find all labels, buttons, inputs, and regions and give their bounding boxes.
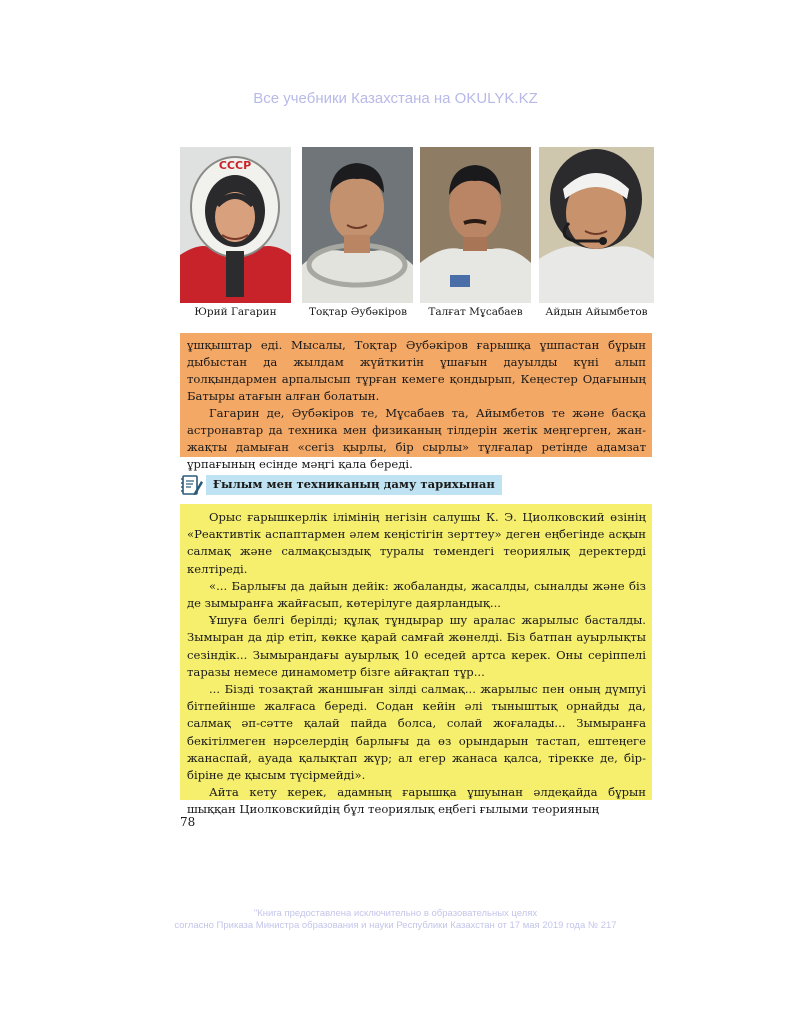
- notebook-pen-icon: [180, 473, 204, 497]
- history-paragraph-4: ... Бізді тозақтай жаншыған зілді салмақ... жарылыс пен оның дүмпуі бітпейінше жалғаса береді. Содан кейін әлі тыныштық орнайды да, салмақ әп-сәтте қалай пайда болса, солай жоғалады... Зымыранға бекітілмеген нәрселердің барлығы да өз орындарын тастап, ештеңеге жанаспай, ауада қалықтап жүр; ал егер жанаса қалса, тірекке де, бір-біріне де қысым түсірмейді».: [187, 682, 646, 783]
- history-paragraph-2: «... Барлығы да дайын дейік: жобаланды, жасалды, сыналды және біз де зымыранға жайғасып, көтерілуге даярландық...: [187, 578, 646, 611]
- intro-paragraph-2: Гагарин де, Әубәкіров те, Мұсабаев та, Айымбетов те және басқа астронавтар да техника мен физиканың тілдерін жетік меңгерген, жан-жақты дамыған «сегіз қырлы, бір сырлы» тұлғалар ретінде адамзат ұрпағының есінде мәңгі қала береді.: [187, 406, 646, 471]
- caption-gagarin: Юрий Гагарин: [194, 306, 277, 318]
- helmet-label: СССР: [218, 159, 252, 172]
- history-paragraph-1: Орыс ғарышкерлік ілімінің негізін салушы К. Э. Циолковский өзінің «Реактивтік аспаптармен әлем кеңістігін зерттеу» деген еңбегінде асқын салмақ және салмақсыздық туралы төмендегі теориялық деректерді келтіреді.: [187, 510, 646, 576]
- caption-aimbetov: Айдын Айымбетов: [545, 306, 648, 318]
- page-number: 78: [180, 815, 196, 829]
- section-title: Ғылым мен техниканың даму тарихынан: [206, 475, 502, 495]
- history-paragraph-5: Айта кету керек, адамның ғарышқа ұшуынан әлдеқайда бұрын шыққан Циолковскийдің бұл теориялық еңбегі ғылыми теорияның: [187, 785, 646, 817]
- photo-aubakirov: [302, 147, 413, 303]
- caption-aubakirov: Тоқтар Әубәкіров: [308, 306, 407, 318]
- footer-line-1: "Книга предоставлена исключительно в образовательных целях: [253, 908, 538, 919]
- photo-gagarin: [180, 147, 291, 303]
- intro-paragraph-1: ұшқыштар еді. Мысалы, Тоқтар Әубәкіров ғарышқа ұшпастан бұрын дыбыстан да жылдам жүйткитін ұшағын дауылды күні алып толқындармен арпалысып тұрған кемеге қондырып, Кеңестер Одағының Батыры атағын алған болатын.: [187, 338, 646, 403]
- photo-aimbetov: [539, 147, 654, 303]
- history-paragraph-3: Ұшуға белгі берілді; құлақ тұндырар шу аралас жарылыс басталды. Зымыран да дір етіп, көкке қарай самғай жөнелді. Біз батпан ауырлықты сезіндік... Зымырандағы ауырлық 10 еседей артса керек. Оны серіппелі таразы немесе динамометр бізге айғақтап тұр...: [187, 613, 646, 679]
- watermark-footer: [0, 908, 791, 932]
- photo-captions: [180, 306, 654, 322]
- footer-line-2: согласно Приказа Министра образования и науки Республики Казахстан от 17 мая 2019 года № 217: [174, 920, 617, 931]
- photo-musabayev: [420, 147, 531, 303]
- astronaut-photos: [180, 147, 654, 307]
- watermark-top: Все учебники Казахстана на OKULYK.KZ: [253, 90, 538, 107]
- history-box: [180, 504, 652, 817]
- caption-musabayev: Талғат Мұсабаев: [428, 306, 523, 318]
- intro-box: [180, 333, 652, 471]
